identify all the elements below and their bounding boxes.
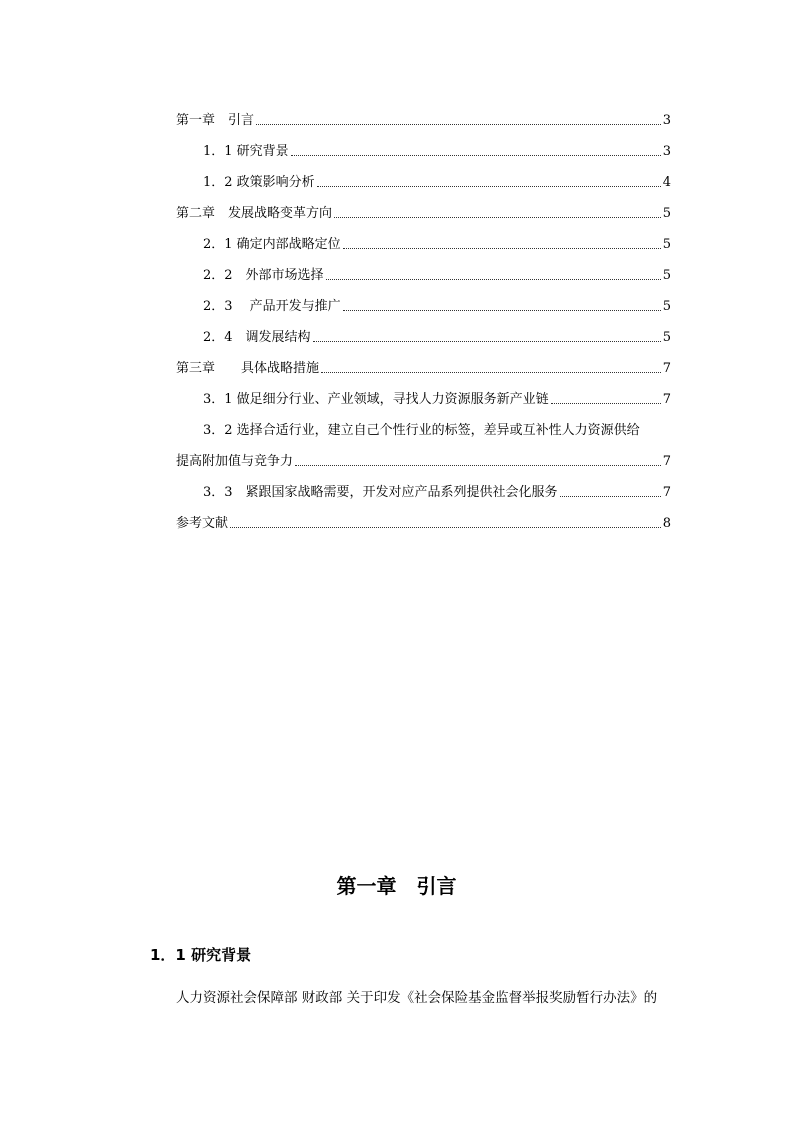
toc-entry-section-3-2-line1[interactable] <box>176 408 671 439</box>
chapter-heading: 第一章 引言 <box>336 874 457 898</box>
toc-leader-dots <box>313 340 661 342</box>
toc-entry-section-2-3[interactable] <box>176 284 671 315</box>
toc-entry-page: 7 <box>662 392 671 407</box>
toc-entry-title: 3．1 做足细分行业、产业领域，寻找人力资源服务新产业链 <box>203 392 549 407</box>
toc-entry-page: 5 <box>662 268 671 283</box>
toc-entry-title: 2．1 确定内部战略定位 <box>203 237 341 252</box>
toc-entry-page: 5 <box>662 206 671 221</box>
toc-entry-page: 7 <box>662 485 671 500</box>
toc-entry-page: 3 <box>662 113 671 128</box>
toc-entry-section-2-2[interactable] <box>176 253 671 284</box>
toc-entry-chapter-3[interactable] <box>176 346 671 377</box>
toc-entry-references[interactable] <box>176 501 671 532</box>
toc-entry-title: 2．4 调发展结构 <box>203 330 311 345</box>
toc-entry-section-1-2[interactable] <box>176 160 671 191</box>
toc-entry-page: 5 <box>662 237 671 252</box>
toc-entry-chapter-2[interactable] <box>176 191 671 222</box>
toc-leader-dots <box>334 216 661 218</box>
toc-entry-title: 2．2 外部市场选择 <box>203 268 324 283</box>
toc-entry-title: 第三章 具体战略措施 <box>176 361 320 376</box>
toc-leader-dots <box>256 123 661 125</box>
toc-leader-dots <box>326 278 661 280</box>
toc-entry-page: 8 <box>662 516 671 531</box>
table-of-contents <box>176 98 671 532</box>
toc-leader-dots <box>343 247 661 249</box>
toc-entry-title: 第二章 发展战略变革方向 <box>176 206 333 221</box>
toc-entry-title: 第一章 引言 <box>176 113 255 128</box>
toc-entry-page: 3 <box>662 144 671 159</box>
toc-entry-section-1-1[interactable] <box>176 129 671 160</box>
toc-entry-title: 2．3 产品开发与推广 <box>203 299 341 314</box>
body-paragraph: 人力资源社会保障部 财政部 关于印发《社会保险基金监督举报奖励暂行办法》的 <box>176 990 658 1006</box>
toc-leader-dots <box>551 402 661 404</box>
toc-entry-section-3-3[interactable] <box>176 470 671 501</box>
toc-entry-section-2-4[interactable] <box>176 315 671 346</box>
toc-leader-dots <box>295 464 661 466</box>
toc-entry-title: 3．3 紧跟国家战略需要，开发对应产品系列提供社会化服务 <box>203 485 558 500</box>
toc-entry-chapter-1[interactable] <box>176 98 671 129</box>
toc-entry-page: 5 <box>662 330 671 345</box>
toc-entry-page: 7 <box>662 454 671 469</box>
toc-leader-dots <box>291 154 661 156</box>
toc-entry-title: 1．2 政策影响分析 <box>203 175 315 190</box>
toc-entry-section-2-1[interactable] <box>176 222 671 253</box>
toc-entry-page: 4 <box>662 175 671 190</box>
toc-entry-title-continued: 提高附加值与竞争力 <box>176 454 294 469</box>
toc-leader-dots <box>560 495 661 497</box>
toc-entry-title: 3．2 选择合适行业，建立自己个性行业的标签，差异或互补性人力资源供给 <box>203 423 640 438</box>
toc-entry-page: 5 <box>662 299 671 314</box>
section-heading: 1．1 研究背景 <box>150 946 252 964</box>
toc-entry-section-3-1[interactable] <box>176 377 671 408</box>
toc-leader-dots <box>321 371 661 373</box>
toc-entry-title: 参考文献 <box>176 516 229 531</box>
toc-leader-dots <box>343 309 661 311</box>
toc-leader-dots <box>317 185 661 187</box>
toc-entry-page: 7 <box>662 361 671 376</box>
toc-entry-section-3-2-line2[interactable] <box>176 439 671 470</box>
toc-entry-title: 1．1 研究背景 <box>203 144 289 159</box>
toc-leader-dots <box>230 526 661 528</box>
